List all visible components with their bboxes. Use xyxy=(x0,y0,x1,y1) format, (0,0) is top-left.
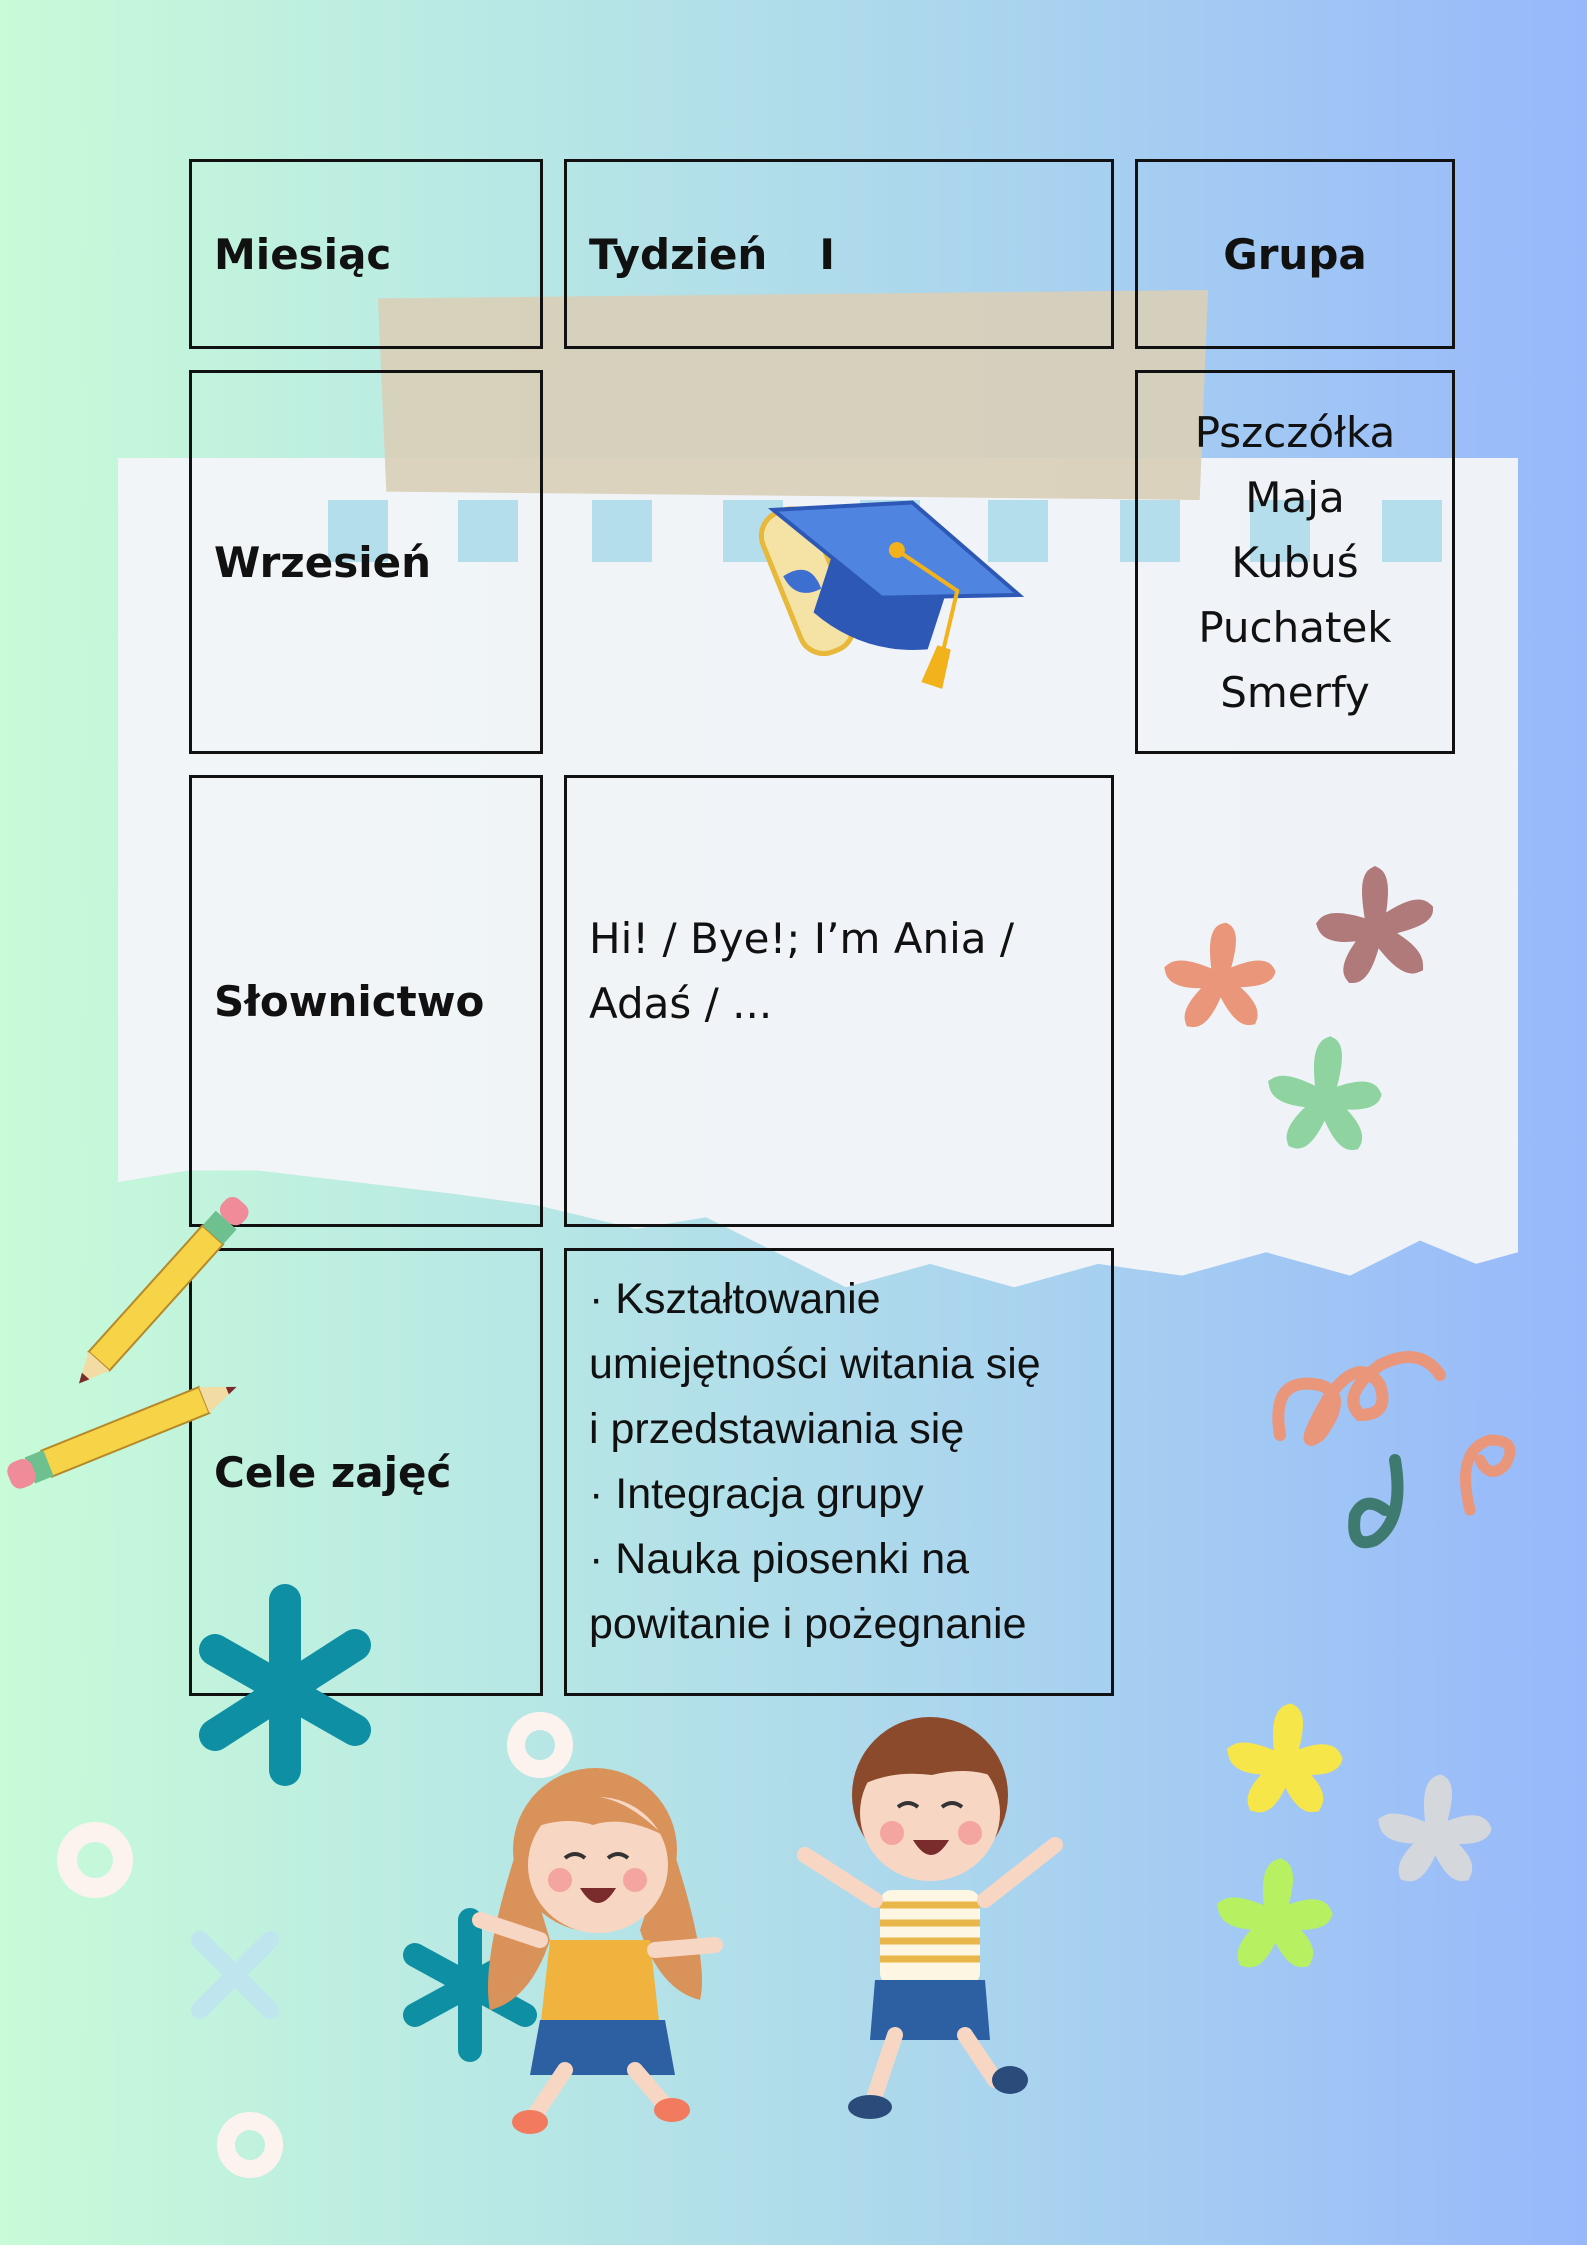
week-header-cell xyxy=(564,159,1114,349)
boy-illustration xyxy=(770,1695,1090,2125)
month-cell xyxy=(189,370,543,754)
ring-icon xyxy=(215,2110,285,2180)
group-header-label: Grupa xyxy=(1223,229,1367,279)
vocabulary-line: Hi! / Bye!; I’m Ania / xyxy=(589,914,1015,963)
goals-label: Cele zajęć xyxy=(214,1447,452,1497)
goal-line: · Integracja grupy xyxy=(589,1470,924,1518)
flower-gray-icon xyxy=(1370,1765,1500,1905)
pencil-icon xyxy=(0,1360,260,1500)
month-header-cell xyxy=(189,159,543,349)
teal-star-icon xyxy=(190,1580,380,1800)
flower-lime-icon xyxy=(1205,1850,1345,1990)
squiggle-pink-icon xyxy=(1270,1335,1450,1455)
goal-line: umiejętności witania się xyxy=(589,1340,1041,1388)
vocabulary-label: Słownictwo xyxy=(214,976,485,1026)
flower-green-icon xyxy=(1255,1025,1395,1175)
month-value: Wrzesień xyxy=(214,537,432,587)
flower-yellow-icon xyxy=(1215,1695,1355,1835)
goal-line: i przedstawiania się xyxy=(589,1405,965,1453)
vocabulary-content-cell xyxy=(564,775,1114,1227)
month-header-label: Miesiąc xyxy=(214,229,392,279)
group-name: Kubuś xyxy=(1231,537,1359,587)
groups-cell xyxy=(1135,370,1455,754)
group-name: Smerfy xyxy=(1220,667,1370,717)
group-header-cell xyxy=(1135,159,1455,349)
graduation-cap-icon xyxy=(715,455,1035,715)
group-name: Maja xyxy=(1245,472,1345,522)
flower-mauve-icon xyxy=(1300,860,1450,1000)
week-number: I xyxy=(819,229,835,279)
group-name: Puchatek xyxy=(1198,602,1392,652)
vocabulary-label-cell xyxy=(189,775,543,1227)
girl-illustration xyxy=(440,1740,760,2140)
week-header-label: Tydzień xyxy=(589,229,768,279)
squiggle-small-icon xyxy=(1450,1420,1530,1520)
ring-icon xyxy=(55,1820,135,1900)
squiggle-teal-icon xyxy=(1340,1450,1420,1560)
goal-line: powitanie i pożegnanie xyxy=(589,1600,1027,1648)
goal-line: · Kształtowanie xyxy=(589,1275,881,1323)
light-cross-icon xyxy=(185,1925,285,2025)
goal-line: · Nauka piosenki na xyxy=(589,1535,970,1583)
goals-content-cell xyxy=(564,1248,1114,1696)
group-name: Pszczółka xyxy=(1194,407,1396,457)
vocabulary-line: Adaś / ... xyxy=(589,979,773,1028)
